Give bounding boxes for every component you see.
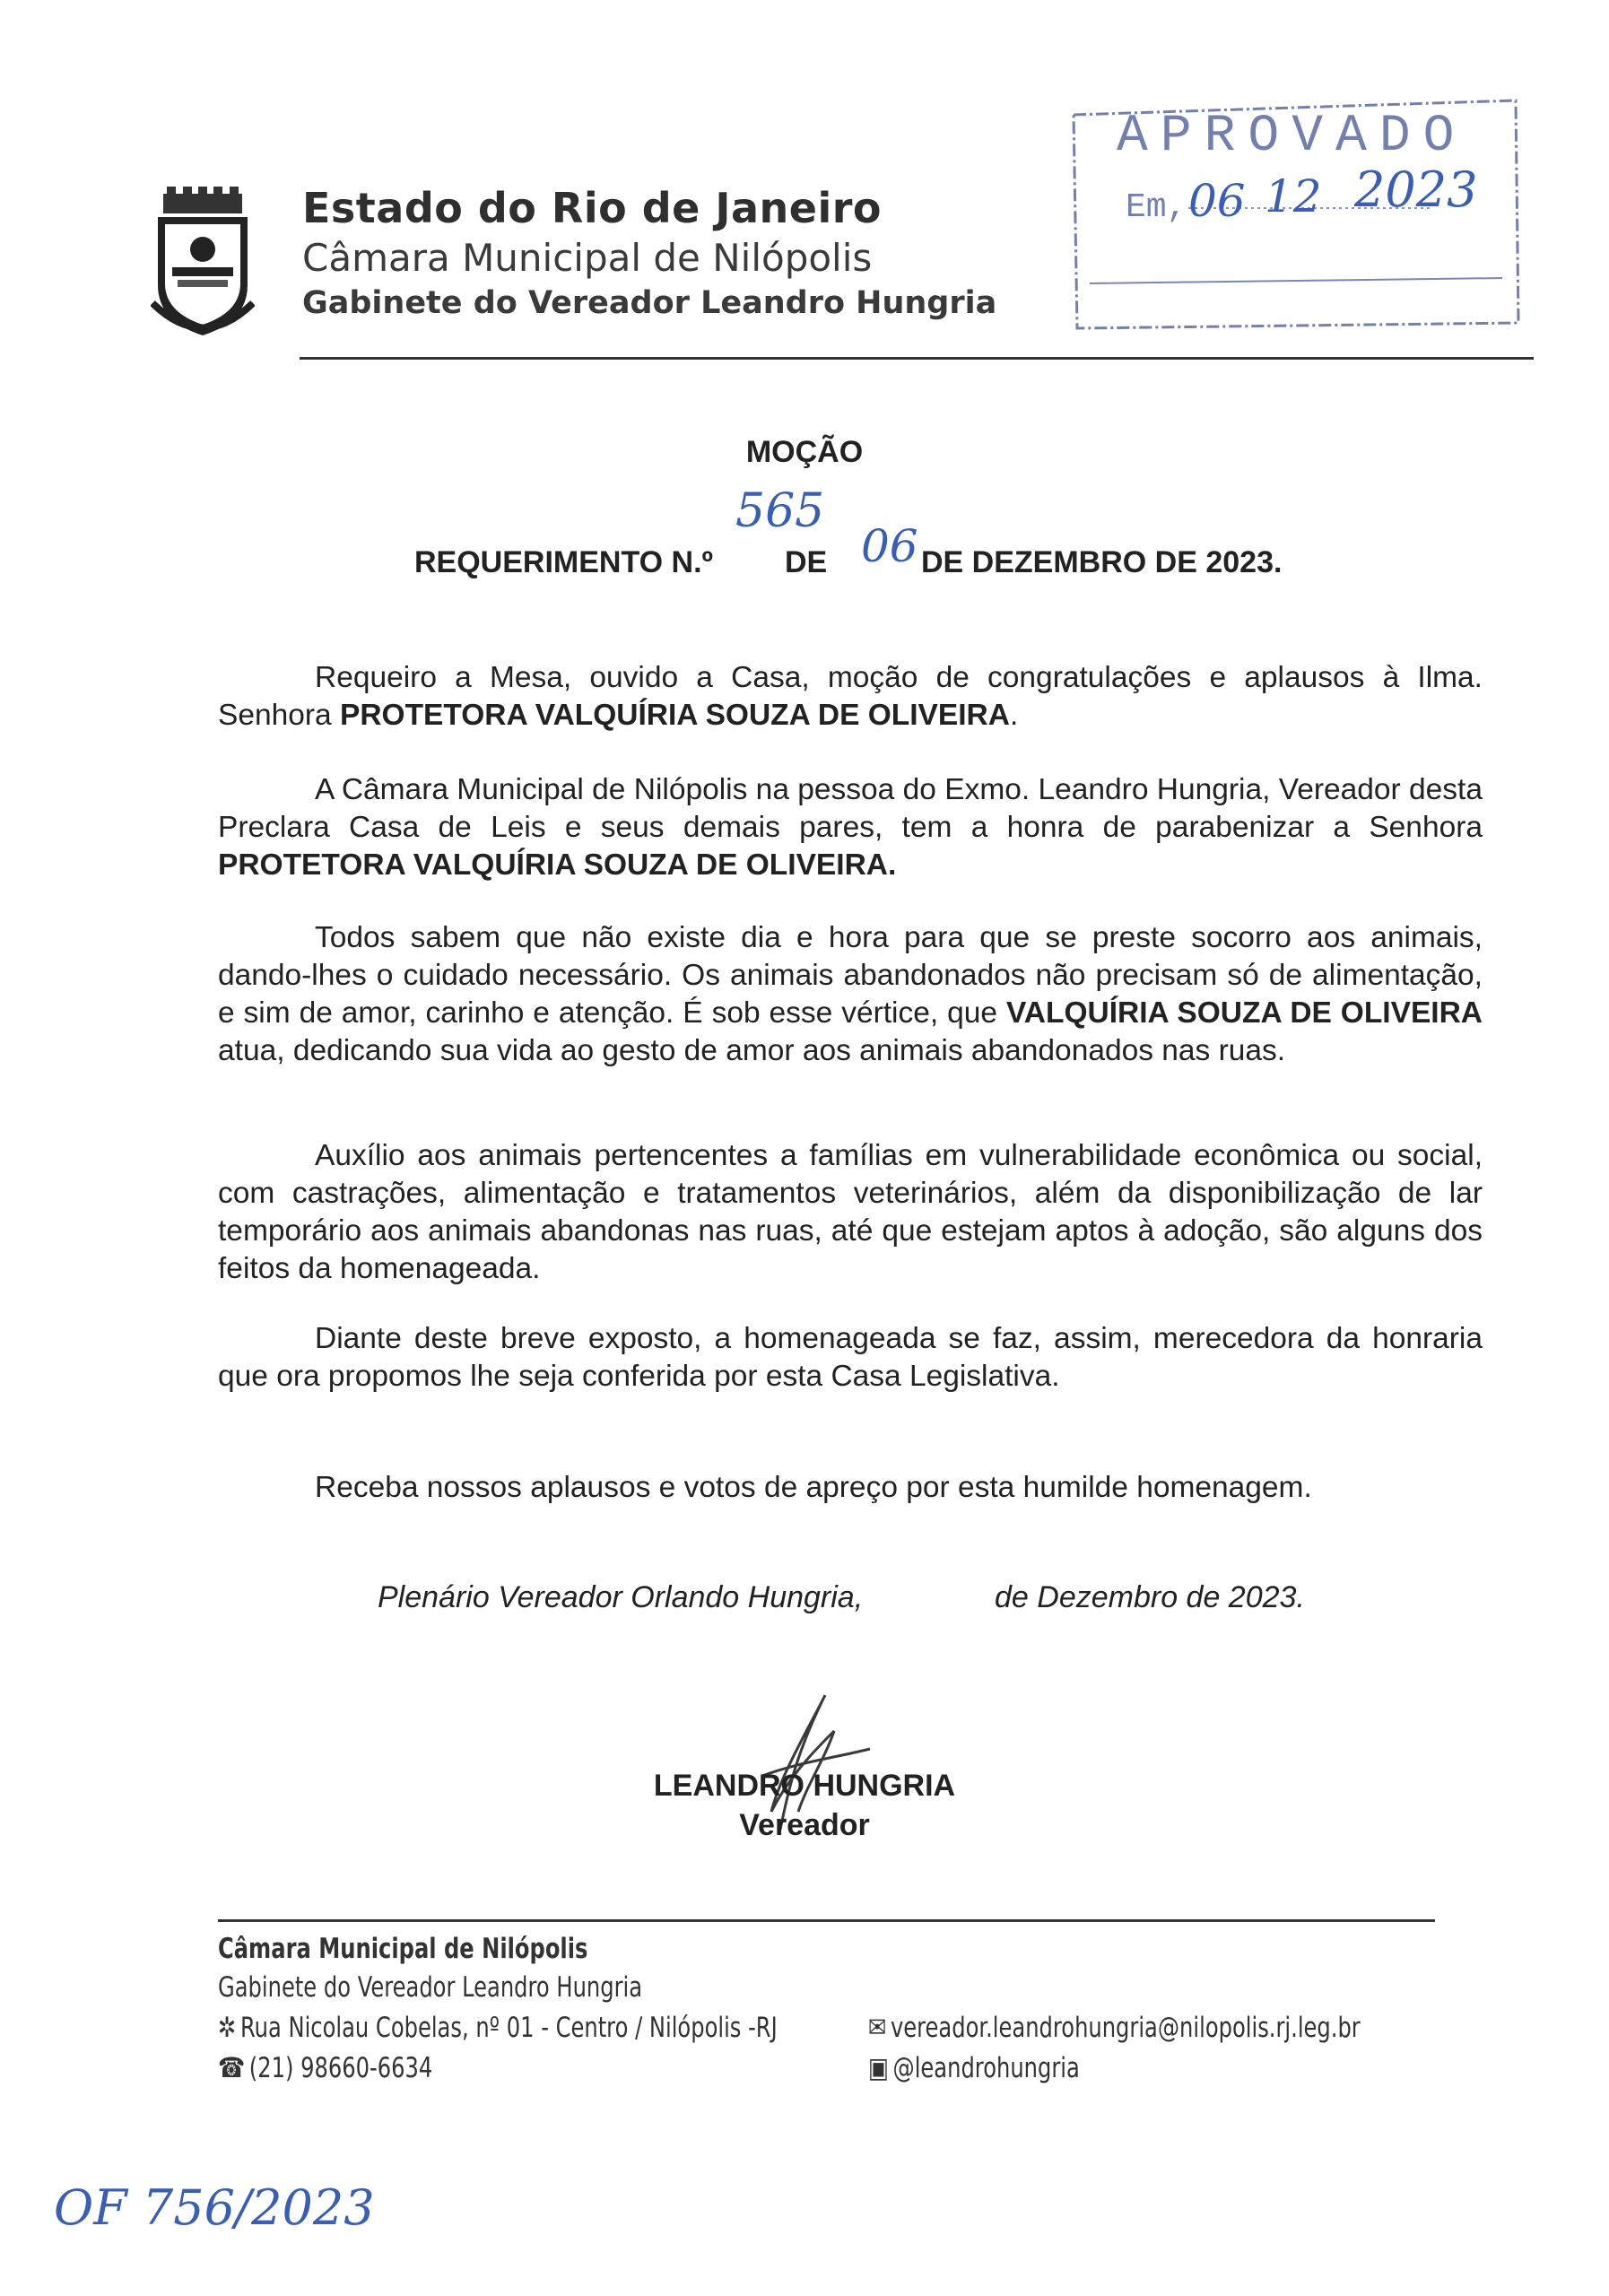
footer-address [218, 2012, 778, 2044]
header-chamber: Câmara Municipal de Nilópolis [302, 236, 873, 280]
footer-office: Gabinete do Vereador Leandro Hungria [218, 1971, 643, 2004]
municipal-coat-of-arms [151, 187, 255, 344]
paragraph-1-honoree: PROTETORA VALQUÍRIA SOUZA DE OLIVEIRA [339, 699, 1010, 732]
social-icon: ▣ [868, 2052, 889, 2084]
requirement-label: REQUERIMENTO N.º [414, 545, 713, 579]
footer-social [868, 2052, 1080, 2084]
stamp-month: 12 [1265, 170, 1322, 222]
footer-chamber: Câmara Municipal de Nilópolis [218, 1933, 588, 1965]
requirement-de: DE [785, 545, 828, 579]
paragraph-4: Auxílio aos animais pertencentes a famílias em vulnerabilidade econômica ou social, com castrações, alimentação e tratamentos veterinários, além da disponibilização de lar temporário aos animais abandonas nas ruas, até que estejam aptos à adoção, são alguns dos feitos da homenageada. [218, 1139, 1483, 1285]
paragraph-3-text: Todos sabem que não existe dia e hora para que se preste socorro aos animais, dando-lhes o cuidado necessário. Os animais abandonados não precisam só de alimentação, e sim de amor, carinho e atenção. É sob esse vértice, que [218, 921, 1483, 1030]
paragraph-3-text-end: atua, dedicando sua vida ao gesto de amor aos animais abandonados nas ruas. [218, 1034, 1286, 1067]
footer-phone [218, 2052, 432, 2084]
footer-divider [218, 1919, 1435, 1922]
paragraph-5: Diante deste breve exposto, a homenageada se faz, assim, merecedora da honraria que ora propomos lhe seja conferida por esta Casa Legislativa. [218, 1322, 1483, 1393]
footer-address-text: Rua Nicolau Cobelas, nº 01 - Centro / Nilópolis -RJ [239, 2012, 778, 2044]
handwritten-office-number: OF 756/2023 [54, 2179, 375, 2236]
document-title: MOÇÃO [745, 435, 864, 469]
paragraph-1-text: Requeiro a Mesa, ouvido a Casa, moção de congratulações e aplausos à Ilma. Senhora [218, 661, 1483, 732]
paragraph-6: Receba nossos aplausos e votos de apreço por esta humilde homenagem. [315, 1471, 1312, 1504]
stamp-year: 2023 [1354, 161, 1478, 218]
requirement-date: DE DEZEMBRO DE 2023. [921, 545, 1283, 579]
phone-icon: ☎ [218, 2052, 246, 2084]
stamp-em-label: Em, [1126, 188, 1187, 227]
footer-email [868, 2012, 1361, 2044]
footer-social-text: @leandrohungria [892, 2052, 1080, 2084]
mail-icon: ✉ [868, 2012, 887, 2044]
header-divider [300, 357, 1534, 360]
paragraph-2-honoree: PROTETORA VALQUÍRIA SOUZA DE OLIVEIRA. [218, 848, 897, 882]
paragraph-3 [218, 919, 1483, 1070]
handwritten-day: 06 [861, 520, 918, 572]
header-office: Gabinete do Vereador Leandro Hungria [302, 285, 997, 321]
signer-title: Vereador [739, 1808, 870, 1842]
paragraph-2 [218, 771, 1483, 884]
footer-phone-text: (21) 98660-6634 [248, 2052, 433, 2084]
stamp-approved: APROVADO [1117, 108, 1467, 166]
stamp-day: 06 [1188, 175, 1246, 227]
footer-email-text: vereador.leandrohungria@nilopolis.rj.leg.br [890, 2012, 1361, 2044]
paragraph-1 [218, 659, 1483, 735]
paragraph-1-end: . [1009, 699, 1019, 732]
closing-date: de Dezembro de 2023. [995, 1580, 1305, 1614]
pin-icon: ✲ [218, 2012, 237, 2044]
paragraph-3-honoree: VALQUÍRIA SOUZA DE OLIVEIRA [1005, 996, 1483, 1030]
header-state: Estado do Rio de Janeiro [302, 184, 883, 232]
handwritten-number: 565 [735, 484, 825, 538]
paragraph-2-text: A Câmara Municipal de Nilópolis na pessoa do Exmo. Leandro Hungria, Vereador desta Preclara Casa de Leis e seus demais pares, tem a honra de parabenizar a Senhora [218, 773, 1483, 844]
signer-name: LEANDRO HUNGRIA [653, 1769, 956, 1803]
closing-place: Plenário Vereador Orlando Hungria, [378, 1580, 864, 1614]
